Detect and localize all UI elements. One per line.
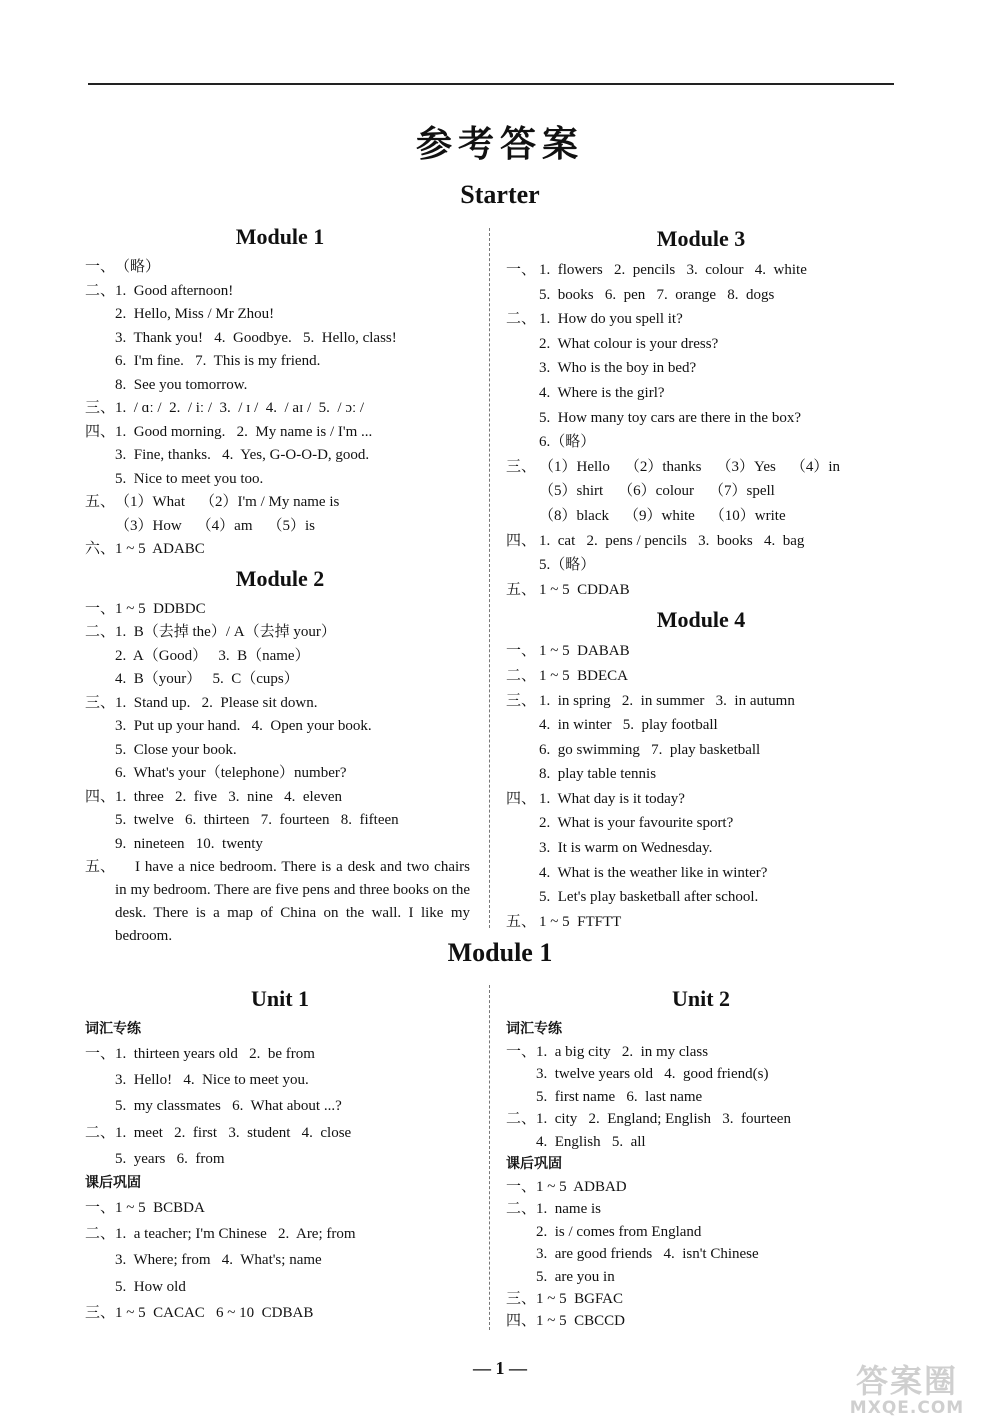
- answer-line: [85, 762, 475, 786]
- answer-line: [506, 1063, 896, 1085]
- answer-text: 3. Hello! 4. Nice to meet you.: [115, 1072, 309, 1089]
- answer-line: [85, 256, 475, 280]
- answer-line: [506, 504, 896, 529]
- answer-line: [506, 811, 896, 836]
- answer-line: [506, 1176, 896, 1198]
- answer-text: 1 ~ 5 FTFTT: [539, 913, 622, 930]
- answer-line: [506, 1131, 896, 1153]
- question-number: 五、: [506, 913, 537, 930]
- answer-text: 2. is / comes from England: [536, 1223, 702, 1240]
- question-number: 四、: [85, 788, 116, 805]
- question-number: 三、: [85, 694, 116, 711]
- answer-line: [85, 1247, 475, 1273]
- question-number: 二、: [85, 282, 116, 299]
- unit-2-vocab-answers: [506, 1041, 896, 1153]
- question-number: 二、: [85, 1124, 116, 1141]
- answer-line: [85, 833, 475, 857]
- module-3-answers: [506, 258, 896, 602]
- module-3-title: Module 3: [656, 226, 746, 251]
- answer-text: 1 ~ 5 ADBAD: [536, 1178, 627, 1195]
- answer-text: 1. thirteen years old 2. be from: [115, 1046, 315, 1062]
- answer-text: 1 ~ 5 BGFAC: [536, 1290, 624, 1307]
- answer-line: [85, 444, 475, 468]
- answer-text: 3. Who is the boy in bed?: [539, 360, 697, 377]
- question-number: 四、: [506, 1313, 537, 1330]
- answer-line: [506, 578, 896, 603]
- unit-2-vocab-label: 词汇专练: [506, 1021, 562, 1037]
- answer-text: 3. twelve years old 4. good friend(s): [536, 1066, 769, 1083]
- starter-right-column: [506, 224, 896, 934]
- answer-line: [506, 639, 896, 664]
- page-number: — 1 —: [473, 1358, 527, 1378]
- answer-text: 5. How old: [115, 1278, 186, 1295]
- question-number: 四、: [85, 423, 116, 440]
- question-number: 一、: [85, 1046, 116, 1062]
- unit-2-review-answers: [506, 1176, 896, 1333]
- answer-line: [85, 809, 475, 833]
- answer-text: 1. B（去掉 the）/ A（去掉 your）: [115, 624, 336, 640]
- answer-line: [85, 668, 475, 692]
- answer-text: 1 ~ 5 DDBDC: [115, 600, 206, 617]
- column-divider-top: [489, 228, 490, 928]
- answer-line: [85, 715, 475, 739]
- answer-line: [506, 1041, 896, 1063]
- answer-line: [506, 356, 896, 381]
- answer-text: 5. my classmates 6. What about ...?: [115, 1098, 342, 1115]
- answer-line: [506, 455, 896, 480]
- answer-line: [506, 1243, 896, 1265]
- answer-text: 2. A（Good） 3. B（name）: [115, 647, 310, 664]
- answer-text: 5. first name 6. last name: [536, 1088, 703, 1105]
- answer-line: [85, 538, 475, 562]
- answer-line: [506, 861, 896, 886]
- answer-text: 5. How many toy cars are there in the box?: [539, 409, 801, 426]
- answer-line: [85, 1146, 475, 1172]
- answer-line: [506, 1198, 896, 1220]
- answer-text: 1. name is: [536, 1201, 601, 1218]
- answer-line: [85, 1067, 475, 1093]
- answer-text: 1. three 2. five 3. nine 4. eleven: [115, 788, 343, 805]
- question-number: 一、: [506, 1178, 537, 1195]
- answer-line: [506, 381, 896, 406]
- answer-text: 1. a teacher; I'm Chinese 2. Are; from: [115, 1226, 356, 1243]
- answer-line: [506, 406, 896, 431]
- answer-text: 5. Let's play basketball after school.: [539, 889, 759, 906]
- answer-line: [85, 692, 475, 716]
- answer-text: 2. Hello, Miss / Mr Zhou!: [115, 306, 275, 322]
- answer-text: 3. Put up your hand. 4. Open your book.: [115, 718, 372, 734]
- answer-text: 1. What day is it today?: [539, 790, 685, 807]
- answer-line: [506, 1288, 896, 1310]
- answer-line: [85, 1274, 475, 1300]
- answer-line: [85, 1195, 475, 1221]
- answer-text: 6. I'm fine. 7. This is my friend.: [115, 353, 321, 369]
- answer-text: （8）black （9）white （10）write: [539, 507, 786, 524]
- answer-line: [85, 350, 475, 374]
- answer-text: （3）How （4）am （5）is: [115, 517, 315, 534]
- answer-text: 3. It is warm on Wednesday.: [539, 840, 713, 857]
- answer-text: 1 ~ 5 CBCCD: [536, 1313, 625, 1330]
- answer-text: 1. Good afternoon!: [115, 282, 234, 299]
- answer-text: 1 ~ 5 ADABC: [115, 541, 205, 557]
- answer-text: 2. What colour is your dress?: [539, 335, 719, 352]
- answer-line: [506, 885, 896, 910]
- answer-text: 6. go swimming 7. play basketball: [539, 741, 761, 758]
- module-2-answers: [85, 598, 475, 857]
- answer-text: 1. cat 2. pens / pencils 3. books 4. bag: [539, 532, 805, 549]
- watermark-text: 答案圈: [855, 1362, 958, 1400]
- question-number: 二、: [506, 667, 537, 684]
- answer-line: [506, 689, 896, 714]
- answer-text: 8. See you tomorrow.: [115, 376, 248, 393]
- unit-1-review-answers: [85, 1195, 475, 1326]
- question-number: 一、: [85, 600, 116, 617]
- question-number: 一、: [506, 262, 537, 278]
- answer-text: 5. Nice to meet you too.: [115, 470, 264, 487]
- answer-line: [85, 468, 475, 492]
- unit-1-column: [85, 984, 475, 1326]
- unit-2-column: [506, 984, 896, 1333]
- answer-text: 1. city 2. England; English 3. fourteen: [536, 1111, 791, 1128]
- answer-line: [506, 1086, 896, 1108]
- answer-line: [506, 479, 896, 504]
- answer-line: [506, 1266, 896, 1288]
- answer-text: 1. Stand up. 2. Please sit down.: [115, 694, 318, 711]
- answer-line: [85, 1300, 475, 1326]
- page-title: 参考答案: [415, 124, 584, 165]
- answer-line: [85, 303, 475, 327]
- question-number: 三、: [506, 692, 537, 709]
- answer-line: [506, 836, 896, 861]
- answer-line: [506, 553, 896, 578]
- answer-text: 1 ~ 5 CACAC 6 ~ 10 CDBAB: [115, 1304, 314, 1321]
- module-1-title: Module 1: [235, 224, 325, 249]
- answer-text: 1. meet 2. first 3. student 4. close: [115, 1124, 352, 1141]
- question-number: 三、: [85, 1304, 116, 1321]
- answer-text: 3. are good friends 4. isn't Chinese: [536, 1246, 759, 1263]
- question-number: 三、: [506, 458, 537, 475]
- answer-text: 1. Good morning. 2. My name is / I'm ...: [115, 423, 373, 440]
- answer-line: [85, 397, 475, 421]
- answer-text: 1 ~ 5 CDDAB: [539, 581, 630, 598]
- answer-line: [506, 529, 896, 554]
- passage-text: I have a nice bedroom. There is a desk and two chairs in my bedroom. There are five pens and three books on the desk. There is a map of China on the wall. I like my bedroom.: [115, 859, 470, 944]
- answer-text: 4. Where is the girl?: [539, 384, 665, 401]
- answer-line: [506, 910, 896, 935]
- module-4-title: Module 4: [656, 607, 746, 633]
- answer-text: （略）: [115, 259, 161, 275]
- answer-line: [506, 664, 896, 689]
- column-divider-bottom: [489, 985, 490, 1330]
- answer-text: 1. in spring 2. in summer 3. in autumn: [539, 692, 795, 709]
- unit-1-title: Unit 1: [250, 986, 310, 1011]
- question-number: 五、: [506, 581, 537, 598]
- answer-line: [506, 430, 896, 455]
- answer-line: [85, 786, 475, 810]
- answer-line: [85, 1120, 475, 1146]
- question-number: 五、: [85, 494, 116, 510]
- answer-text: 4. What is the weather like in winter?: [539, 864, 768, 881]
- answer-line: [85, 1041, 475, 1067]
- answer-line: [85, 645, 475, 669]
- answer-line: [85, 421, 475, 445]
- answer-text: 1 ~ 5 BDECA: [539, 667, 628, 684]
- question-number: 一、: [506, 1044, 537, 1060]
- answer-line: [85, 327, 475, 351]
- question-number: 三、: [85, 400, 116, 416]
- unit-1-vocab-label: 词汇专练: [85, 1021, 141, 1037]
- question-number: 一、: [85, 1199, 116, 1216]
- answer-line: [506, 332, 896, 357]
- answer-text: 5. are you in: [536, 1268, 615, 1285]
- answer-text: 1. flowers 2. pencils 3. colour 4. white: [539, 262, 807, 278]
- answer-text: （1）Hello （2）thanks （3）Yes （4）in: [539, 458, 840, 475]
- answer-text: 6.（略）: [539, 434, 596, 451]
- answer-text: 1. How do you spell it?: [539, 311, 683, 328]
- answer-text: 3. Fine, thanks. 4. Yes, G-O-O-D, good.: [115, 447, 370, 463]
- answer-line: [85, 1221, 475, 1247]
- answer-line: [85, 621, 475, 645]
- module-2-passage: [85, 856, 475, 948]
- unit-1-vocab-answers: [85, 1041, 475, 1172]
- question-number: 二、: [506, 1111, 537, 1128]
- answer-text: （1）What （2）I'm / My name is: [115, 494, 340, 510]
- question-number: 二、: [85, 1226, 116, 1243]
- answer-text: 1. a big city 2. in my class: [536, 1044, 709, 1060]
- answer-text: 5. twelve 6. thirteen 7. fourteen 8. fifteen: [115, 812, 399, 828]
- unit-2-review-label: 课后巩固: [506, 1155, 562, 1172]
- answer-text: 4. in winter 5. play football: [539, 717, 718, 734]
- question-number: 一、: [85, 259, 116, 275]
- answer-line: [506, 258, 896, 283]
- answer-text: 8. play table tennis: [539, 766, 657, 783]
- watermark-url: MXQE.COM: [849, 1398, 965, 1418]
- answer-text: 5.（略）: [539, 557, 596, 574]
- answer-line: [506, 762, 896, 787]
- unit-1-review-label: 课后巩固: [85, 1174, 141, 1191]
- answer-line: [506, 1108, 896, 1130]
- answer-text: （5）shirt （6）colour （7）spell: [539, 483, 775, 500]
- answer-line: [85, 515, 475, 539]
- module-4-answers: [506, 639, 896, 934]
- answer-line: [506, 713, 896, 738]
- watermark-logo: [832, 1364, 982, 1418]
- answer-line: [85, 280, 475, 304]
- answer-line: [85, 491, 475, 515]
- answer-line: [506, 283, 896, 308]
- question-number: 二、: [506, 311, 537, 328]
- question-number: 一、: [506, 643, 537, 660]
- answer-text: 1 ~ 5 DABAB: [539, 643, 630, 660]
- answer-text: 5. years 6. from: [115, 1150, 225, 1167]
- question-number: 四、: [506, 532, 537, 549]
- answer-text: 3. Thank you! 4. Goodbye. 5. Hello, class!: [115, 329, 397, 346]
- answer-line: [506, 738, 896, 763]
- question-number: 二、: [506, 1201, 537, 1218]
- answer-line: [506, 307, 896, 332]
- passage-label: 五、: [85, 859, 116, 875]
- question-number: 二、: [85, 624, 116, 640]
- question-number: 六、: [85, 541, 116, 557]
- answer-text: 3. Where; from 4. What's; name: [115, 1252, 322, 1269]
- question-number: 三、: [506, 1290, 537, 1307]
- answer-text: 4. B（your） 5. C（cups）: [115, 671, 299, 687]
- unit-2-title: Unit 2: [671, 986, 731, 1011]
- answer-text: 5. books 6. pen 7. orange 8. dogs: [539, 286, 775, 303]
- starter-left-column: [85, 222, 475, 948]
- answer-text: 6. What's your（telephone）number?: [115, 765, 347, 781]
- answer-line: [85, 598, 475, 622]
- answer-line: [506, 1221, 896, 1243]
- answer-line: [85, 374, 475, 398]
- answer-text: 4. English 5. all: [536, 1133, 646, 1150]
- module1-section-title: Module 1: [447, 938, 553, 967]
- answer-line: [506, 787, 896, 812]
- answer-line: [85, 739, 475, 763]
- module-1-answers: [85, 256, 475, 562]
- answer-text: 5. Close your book.: [115, 741, 237, 758]
- answer-line: [85, 1093, 475, 1119]
- starter-title: Starter: [460, 180, 540, 209]
- top-rule: [88, 83, 894, 85]
- answer-text: 1 ~ 5 BCBDA: [115, 1199, 205, 1216]
- answer-text: 9. nineteen 10. twenty: [115, 835, 263, 852]
- answer-text: 1. / ɑː / 2. / iː / 3. / ɪ / 4. / aɪ / 5. / ɔː /: [115, 400, 365, 416]
- answer-line: [506, 1310, 896, 1332]
- question-number: 四、: [506, 790, 537, 807]
- module-2-title: Module 2: [235, 565, 325, 591]
- answer-text: 2. What is your favourite sport?: [539, 815, 734, 832]
